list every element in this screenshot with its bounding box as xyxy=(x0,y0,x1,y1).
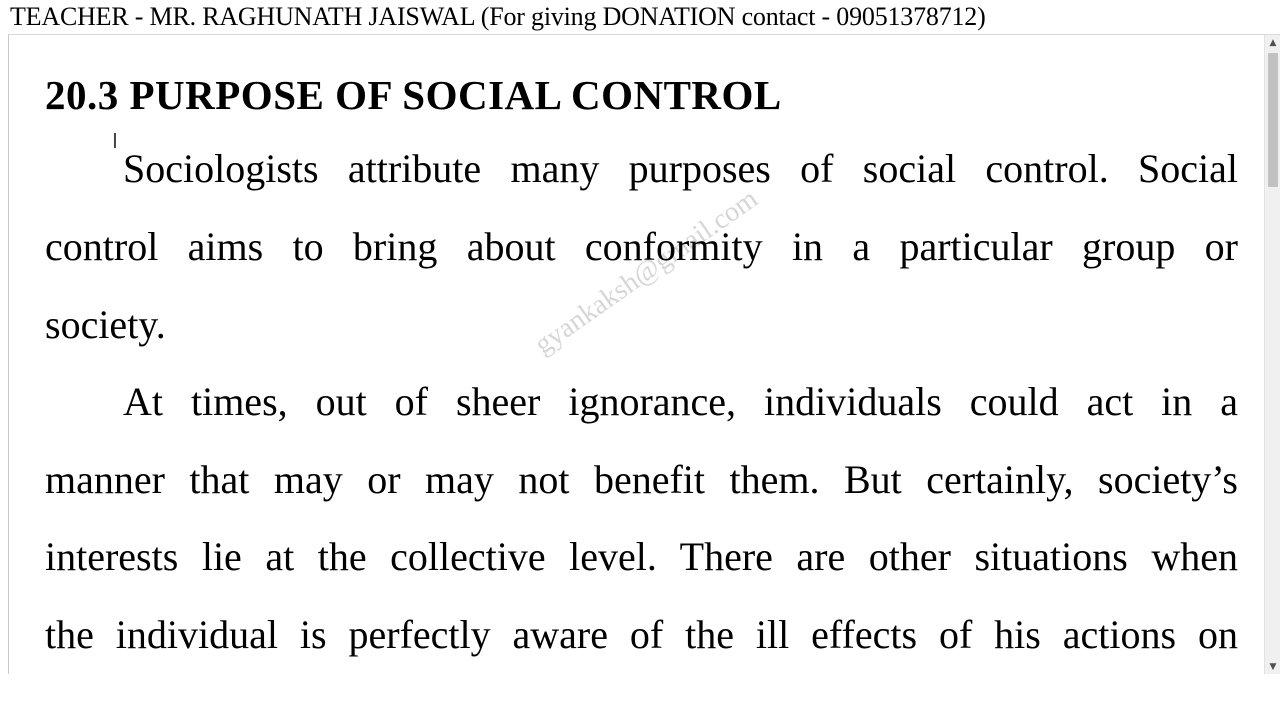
donation-banner: TEACHER - MR. RAGHUNATH JAISWAL (For giving DONATION contact - 09051378712) xyxy=(0,0,1280,34)
document-window xyxy=(8,34,1280,675)
paragraph-2-line-3: interests lie at the collective level. There are other situations when xyxy=(45,534,1238,579)
paragraph-2-line-1: At times, out of sheer ignorance, individuals could act in a xyxy=(123,379,1238,424)
paragraph-1-line-1: Sociologists attribute many purposes of social control. Social xyxy=(123,146,1238,191)
email-watermark: gyankaksh@gmail.com xyxy=(529,183,764,361)
paragraph-2-line-4: the individual is perfectly aware of the ill effects of his actions on xyxy=(45,612,1238,657)
vertical-scrollbar[interactable] xyxy=(1264,35,1280,675)
ibeam-cursor-icon: I xyxy=(112,129,118,153)
scroll-up-icon[interactable]: ▲ xyxy=(1265,35,1280,51)
scroll-down-icon[interactable]: ▼ xyxy=(1265,659,1280,675)
section-heading: 20.3 PURPOSE OF SOCIAL CONTROL xyxy=(45,72,782,118)
paragraph-2-line-2: manner that may or may not benefit them. But certainly, society’s xyxy=(45,457,1238,502)
paragraph-1-line-3: society. xyxy=(45,302,166,347)
document-page[interactable] xyxy=(9,35,1265,675)
bottom-blank-area xyxy=(0,674,1280,720)
paragraph-1-line-2: control aims to bring about conformity in a particular group or xyxy=(45,224,1238,269)
scroll-thumb[interactable] xyxy=(1268,53,1278,187)
